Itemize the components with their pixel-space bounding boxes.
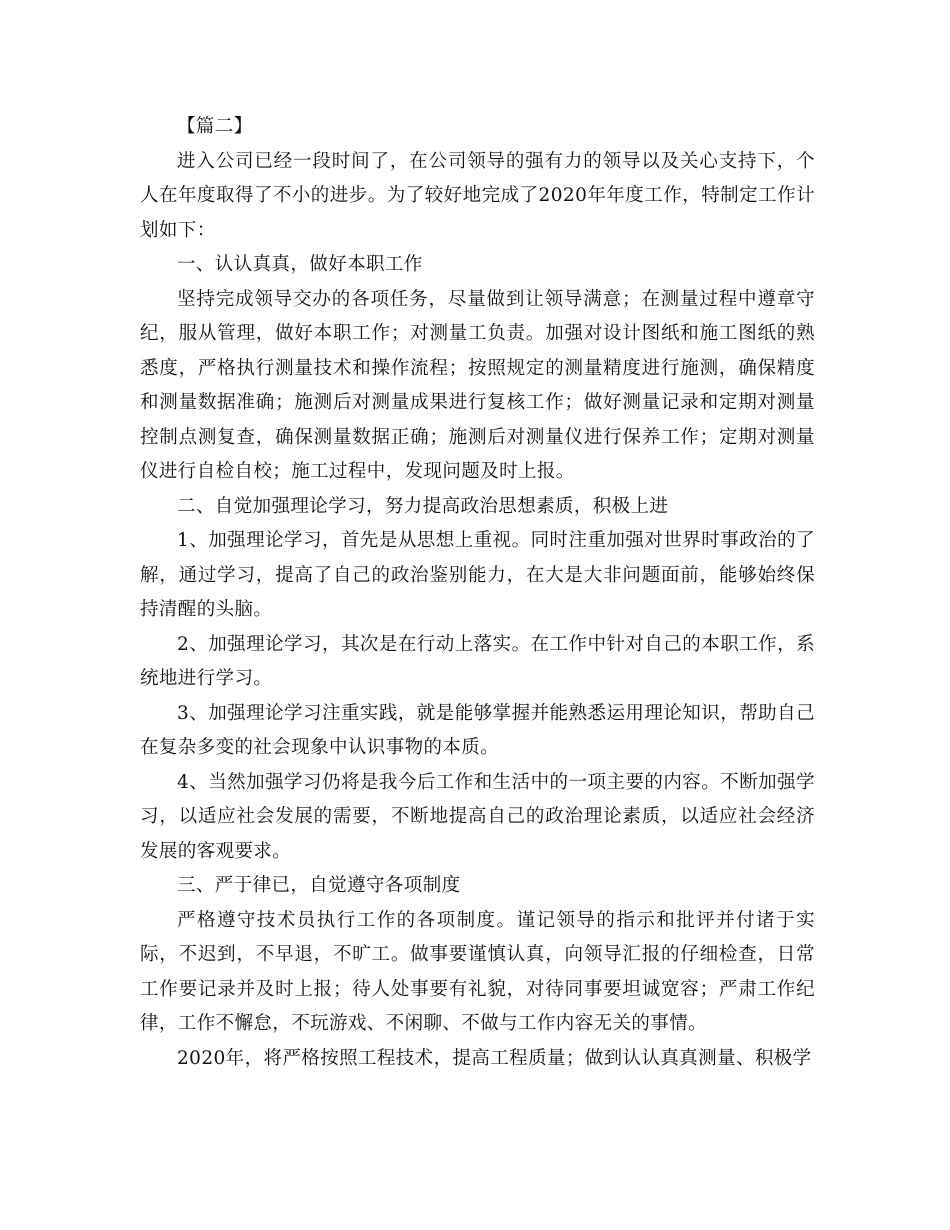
section-2-item-3: 3、加强理论学习注重实践，就是能够掌握并能熟悉运用理论知识，帮助自己在复杂多变的社会现象中认识事物的本质。 [140,702,815,758]
section-heading-2: 二、自觉加强理论学习，努力提高政治思想素质，积极上进 [177,495,669,517]
intro-paragraph: 进入公司已经一段时间了，在公司领导的强有力的领导以及关心支持下，个人在年度取得了不小的进步。为了较好地完成了2020年年度工作，特制定工作计划如下： [140,150,815,241]
closing-paragraph: 2020年，将严格按照工程技术，提高工程质量；做到认认真真测量、积极学 [177,1047,812,1069]
document-page [140,110,815,1076]
section-3-body: 严格遵守技术员执行工作的各项制度。谨记领导的指示和批评并付诸于实际，不迟到，不早退，不旷工。做事要谨慎认真，向领导汇报的仔细检查，日常工作要记录并及时上报；待人处事要有礼貌，对待同事要坦诚宽容；严肃工作纪律，工作不懈怠，不玩游戏、不闲聊、不做与工作内容无关的事情。 [140,909,815,1034]
section-1-body: 坚持完成领导交办的各项任务，尽量做到让领导满意；在测量过程中遵章守纪，服从管理，做好本职工作；对测量工负责。加强对设计图纸和施工图纸的熟悉度，严格执行测量技术和操作流程；按照规定的测量精度进行施测，确保精度和测量数据准确；施测后对测量成果进行复核工作；做好测量记录和定期对测量控制点测复查，确保测量数据正确；施测后对测量仪进行保养工作；定期对测量仪进行自检自校；施工过程中，发现问题及时上报。 [140,288,815,482]
section-2-item-2: 2、加强理论学习，其次是在行动上落实。在工作中针对自己的本职工作，系统地进行学习。 [140,633,815,689]
section-heading-3: 三、严于律已，自觉遵守各项制度 [177,875,461,896]
section-tag: 【篇二】 [177,116,253,137]
section-heading-1: 一、认认真真，做好本职工作 [177,254,423,275]
section-2-item-4: 4、当然加强学习仍将是我今后工作和生活中的一项主要的内容。不断加强学习，以适应社会发展的需要，不断地提高自己的政治理论素质，以适应社会经济发展的客观要求。 [140,771,815,862]
section-2-item-1: 1、加强理论学习，首先是从思想上重视。同时注重加强对世界时事政治的了解，通过学习，提高了自己的政治鉴别能力，在大是大非问题面前，能够始终保持清醒的头脑。 [140,530,815,620]
